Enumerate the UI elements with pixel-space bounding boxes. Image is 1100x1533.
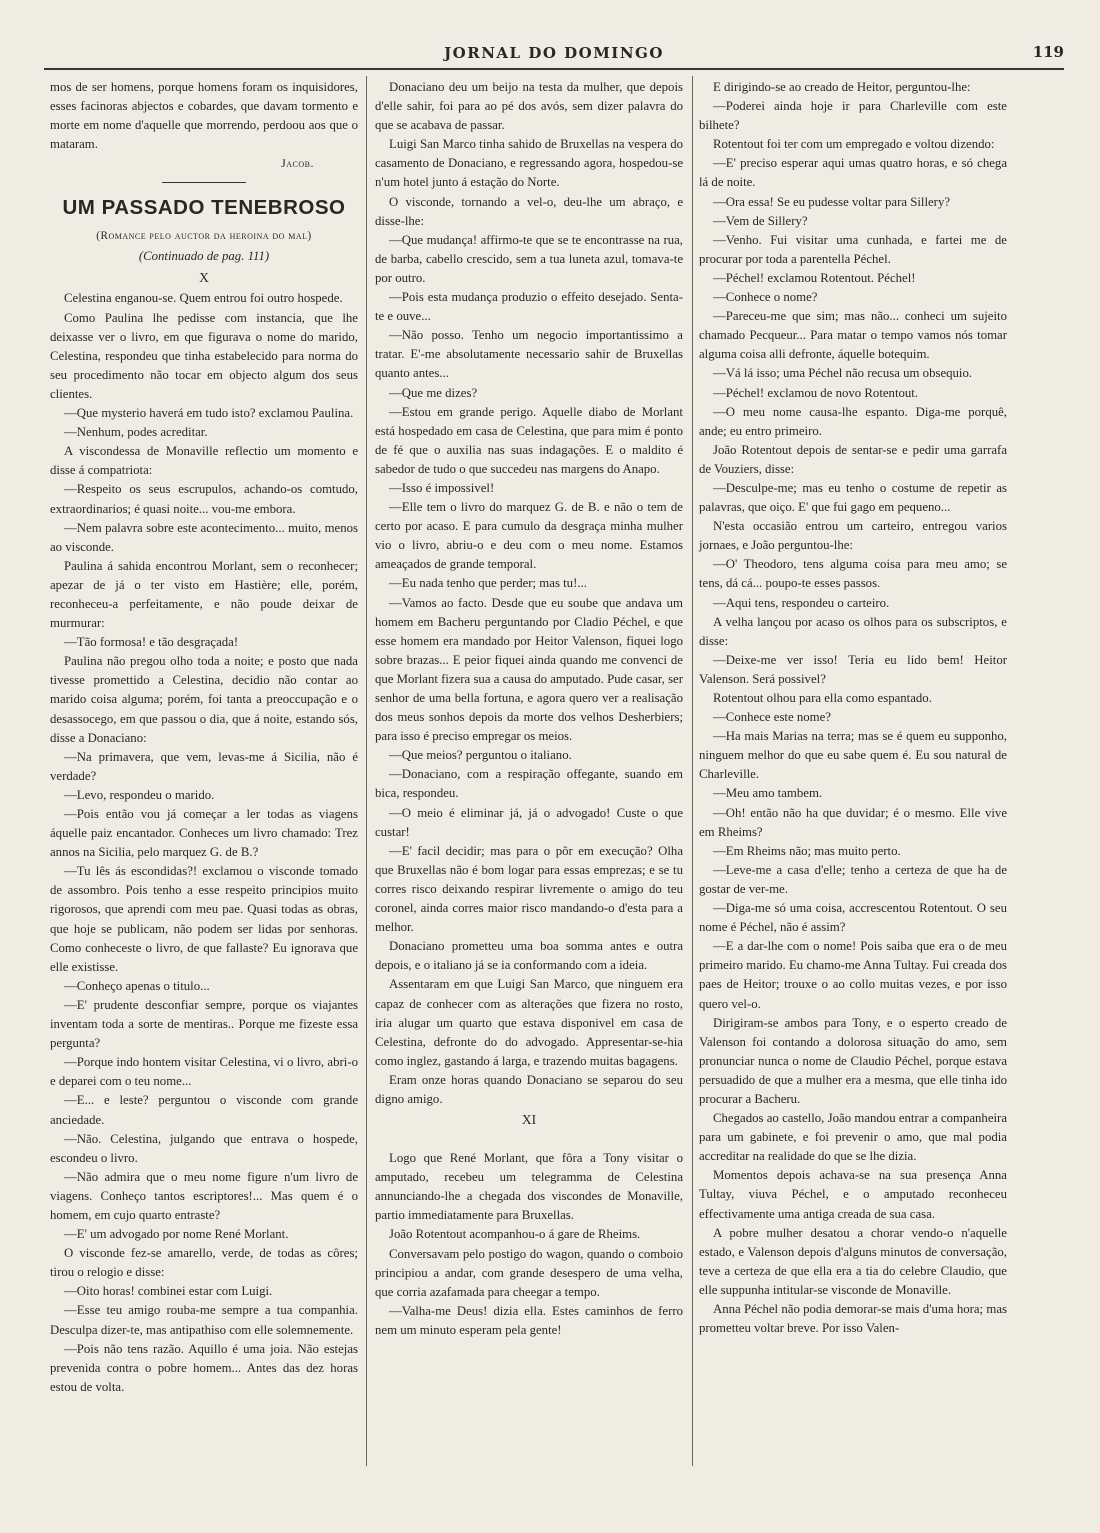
- paragraph: —E a dar-lhe com o nome! Pois saiba que era o de meu primeiro marido. Eu chamo-me Anna Tultay. Fui creada dos paes de Heitor; trouxe o ao collo muitas vezes, e por isso quero vel-o.: [699, 939, 1007, 1011]
- story-title: UM PASSADO TENEBROSO: [62, 196, 346, 220]
- paragraph: —Oito horas! combinei estar com Luigi.: [64, 1284, 273, 1299]
- paragraph: —Tu lês ás escondidas?! exclamou o visconde tomado de assombro. Pois tenho a esse respeito principios muito rigorosos, que aprendi com meu pae. Quasi todas as obras, que hoje se publicam, não podem ser lidas por senhoras. Como conheceste o livro, de que fallaste? Eu ignorava que elle existisse.: [50, 864, 358, 974]
- paragraph: —Não admira que o meu nome figure n'um livro de viagens. Conheço tantos escriptores!... Mas quem é o homem, em cujo quarto entraste?: [50, 1169, 358, 1222]
- continued-note: (Continuado de pag. 111): [138, 249, 270, 264]
- paragraph: E dirigindo-se ao creado de Heitor, perguntou-lhe:: [713, 80, 971, 94]
- paragraph: A velha lançou por acaso os olhos para os subscriptos, e disse:: [699, 614, 1007, 648]
- paragraph: —Elle tem o livro do marquez G. de B. e não o tem de certo por acaso. E para cumulo da desgraça minha mulher vio o livro, abriu-o e deu com o meu nome. Estamos ameaçados de grande temporal.: [375, 500, 683, 572]
- paragraph: A pobre mulher desatou a chorar vendo-o n'aquelle estado, e Valenson depois d'alguns minutos de conversação, teve a certeza de que ella era a tia do celebre Claudio, que elle suppunha intitular-se visconde de Monaville.: [699, 1225, 1007, 1297]
- paragraph: —Que me dizes?: [389, 385, 478, 400]
- paragraph: —O' Theodoro, tens alguma coisa para meu amo; se tens, dá cá... poupo-te esses passos.: [699, 557, 1007, 591]
- signature: Jacob.: [281, 156, 314, 171]
- paragraph: —Péchel! exclamou Rotentout. Péchel!: [713, 270, 916, 285]
- paragraph: —Oh! então não ha que duvidar; é o mesmo. Elle vive em Rheims?: [699, 805, 1007, 839]
- paragraph: —Desculpe-me; mas eu tenho o costume de repetir as palavras, que oiço. E' que fui gago em pequeno...: [699, 480, 1007, 515]
- paragraph: —Respeito os seus escrupulos, achando-os comtudo, extraordinarios; é quasi noite... vou-me embora.: [50, 482, 358, 516]
- paragraph: —Aqui tens, respondeu o carteiro.: [713, 595, 890, 610]
- masthead: [44, 38, 1064, 70]
- paragraph: —Nem palavra sobre este acontecimento... muito, menos ao visconde.: [50, 520, 358, 554]
- paragraph: —Conhece este nome?: [713, 710, 831, 725]
- paragraph: —Péchel! exclamou de novo Rotentout.: [713, 385, 919, 400]
- paragraph: Celestina enganou-se. Quem entrou foi outro hospede.: [64, 291, 343, 306]
- paragraph: —Ha mais Marias na terra; mas se é quem eu supponho, ninguem melhor do que eu sabe quem é. Eu sou natural de Charleville.: [699, 729, 1007, 782]
- chapter-heading: XI: [521, 1112, 537, 1128]
- column-rule-right: [692, 76, 693, 1466]
- newspaper-title: JORNAL DO DOMINGO: [444, 44, 664, 62]
- column-2: [375, 78, 683, 1340]
- paragraph: —Valha-me Deus! dizia ella. Estes caminhos de ferro nem um minuto esperam pela gente!: [375, 1303, 683, 1337]
- intro-paragraph: mos de ser homens, porque homens foram os inquisidores, esses facinoras abjectos e cobardes, que davam tormento e morte em nome d'aquelle que morrendo, perdoou aos que o mataram.: [50, 80, 358, 152]
- paragraph: —E... e leste? perguntou o visconde com grande anciedade.: [50, 1093, 358, 1127]
- paragraph: —E' facil decidir; mas para o pôr em execução? Olha que Bruxellas não é bom logar para essas emprezas; e se tu corres risco deixando respirar livremente o amigo do teu coronel, ainda corres maior risco mandando-o d'esta para a melhor.: [375, 843, 683, 935]
- paragraph: —Tão formosa! e tão desgraçada!: [64, 635, 239, 650]
- paragraph: Momentos depois achava-se na sua presença Anna Tultay, viuva Péchel, e o amputado reconheceu effectivamente uma antiga creada de sua casa.: [699, 1168, 1007, 1221]
- paragraph: —Estou em grande perigo. Aquelle diabo de Morlant está hospedado em casa de Celestina, que para mim é ponto de fé que o auxilia nas suas indagações. E o maldito é sabedor de tudo o que succedeu nas margens do Anapo.: [375, 404, 683, 476]
- story-subtitle: (Romance pelo auctor da heroina do mal): [96, 230, 312, 243]
- paragraph: —Pois esta mudança produzio o effeito desejado. Senta-te e ouve...: [375, 290, 683, 324]
- paragraph: —Conheço apenas o titulo...: [64, 978, 210, 993]
- paragraph: —E' um advogado por nome René Morlant.: [64, 1227, 289, 1242]
- paragraph: Donaciano prometteu uma boa somma antes e outra depois, e o italiano já se ia conformando com a ideia.: [375, 939, 683, 973]
- paragraph: Anna Péchel não podia demorar-se mais d'uma hora; mas prometteu voltar breve. Por isso Valen-: [699, 1302, 1007, 1336]
- paragraph: —Pareceu-me que sim; mas não... conheci um sujeito chamado Pecqueur... Para matar o tempo vamos nós tomar alguma coisa alli defronte, áquelle botequim.: [699, 309, 1007, 362]
- paragraph: —Donaciano, com a respiração offegante, suando em bica, respondeu.: [375, 767, 683, 801]
- paragraph: —Não posso. Tenho um negocio importantissimo a tratar. E'-me absolutamente necessario sahir de Bruxellas quanto antes...: [375, 328, 683, 381]
- separator-rule: [162, 182, 246, 183]
- paragraph: —Diga-me só uma coisa, accrescentou Rotentout. O seu nome é Péchel, não é assim?: [699, 901, 1007, 935]
- paragraph: —O meu nome causa-lhe espanto. Diga-me porquê, ande; eu entro primeiro.: [699, 404, 1007, 438]
- chapter-heading: X: [199, 270, 209, 286]
- paragraph: —Ora essa! Se eu pudesse voltar para Sillery?: [713, 194, 951, 209]
- paragraph: —Isso é impossivel!: [389, 480, 495, 495]
- paragraph: Dirigiram-se ambos para Tony, e o esperto creado de Valenson foi contando a dolorosa situação do amo, sem pronunciar nunca o nome de Claudio Péchel, porque estava persuadido de que a mulher era a mesma, que elle tinha ido procurar a Bacheru.: [699, 1015, 1007, 1106]
- paragraph: Paulina não pregou olho toda a noite; e posto que nada tivesse promettido a Celestina, decidio não contar ao marido coisa alguma; porém, foi tanta a preoccupação e o desassocego, em que passou o dia, que á noite, estando sós, disse a Donaciano:: [50, 654, 358, 745]
- paragraph: —Vem de Sillery?: [713, 213, 808, 228]
- paragraph: João Rotentout depois de sentar-se e pedir uma garrafa de Vouziers, disse:: [699, 442, 1007, 476]
- paragraph: —O meio é eliminar já, já o advogado! Custe o que custar!: [375, 805, 683, 839]
- paragraph: —Vá lá isso; uma Péchel não recusa um obsequio.: [713, 366, 973, 381]
- paragraph: Assentaram em que Luigi San Marco, que ninguem era capaz de conhecer com as alterações que fizera no rosto, iria alugar um quarto que estava disponivel em casa de Celestina, defronte do do advogado. Appresentar-se-hia como inglez, gastando á larga, e trazendo muitas bagagens.: [375, 977, 683, 1068]
- paragraph: N'esta occasião entrou um carteiro, entregou varios jornaes, e João perguntou-lhe:: [699, 519, 1007, 553]
- paragraph: —Que mudança! affirmo-te que se te encontrasse na rua, de barba, cabello crescido, sem a tua luneta azul, tomava-te por outro.: [375, 232, 683, 285]
- paragraph: Logo que René Morlant, que fôra a Tony visitar o amputado, recebeu um telegramma de Celestina annunciando-lhe a chegada dos viscondes de Monaville, partio immediatamente para Bruxellas.: [375, 1151, 683, 1223]
- column-1: [50, 78, 358, 1397]
- paragraph: —Vamos ao facto. Desde que eu soube que andava um homem em Bacheru perguntando por Cladio Péchel, e que esse homem era mandado por Heitor Valenson, fiquei logo sobre brazas... E peior fiquei ainda quando me convenci de que Morlant fizera sua a causa do amputado. Pude casar, ser senhor de uma bella fortuna, e agora quero ver a realisação dos meus sonhos depois da morte dos velhos Desherbiers; para isso é preciso empregar os meios.: [375, 595, 683, 744]
- paragraph: —Na primavera, que vem, levas-me á Sicilia, não é verdade?: [50, 749, 358, 783]
- paragraph: João Rotentout acompanhou-o á gare de Rheims.: [389, 1227, 641, 1242]
- paragraph: O visconde, tornando a vel-o, deu-lhe um abraço, e disse-lhe:: [375, 194, 683, 228]
- paragraph: —Pois não tens razão. Aquillo é uma joia. Não estejas prevenida contra o pobre homem... Antes das dez horas estou de volta.: [50, 1341, 358, 1394]
- column-1-body: [50, 289, 358, 1396]
- paragraph: —Venho. Fui visitar uma cunhada, e fartei me de procurar por toda a parentella Péchel.: [699, 232, 1007, 266]
- paragraph: —Nenhum, podes acreditar.: [64, 425, 208, 440]
- paragraph: —Não. Celestina, julgando que entrava o hospede, escondeu o livro.: [50, 1131, 358, 1165]
- paragraph: —Porque indo hontem visitar Celestina, vi o livro, abri-o e deparei com o teu nome...: [50, 1055, 358, 1089]
- paragraph: —Leve-me a casa d'elle; tenho a certeza de que ha de gostar de ver-me.: [699, 862, 1007, 896]
- paragraph: —Poderei ainda hoje ir para Charleville com este bilhete?: [699, 99, 1007, 133]
- paragraph: Eram onze horas quando Donaciano se separou do seu digno amigo.: [375, 1072, 683, 1106]
- paragraph: —Levo, respondeu o marido.: [64, 787, 215, 802]
- paragraph: —Que mysterio haverá em tudo isto? exclamou Paulina.: [64, 406, 354, 421]
- paragraph: Luigi San Marco tinha sahido de Bruxellas na vespera do casamento de Donaciano, e regressando agora, hospedou-se n'um hotel junto á estação do Norte.: [375, 137, 683, 190]
- paragraph: Chegados ao castello, João mandou entrar a companheira para um gabinete, e foi prevenir o amo, que mal podia accreditar na realidade do que se lhe dizia.: [699, 1111, 1007, 1164]
- paragraph: Rotentout foi ter com um empregado e voltou dizendo:: [713, 137, 995, 152]
- paragraph: Paulina á sahida encontrou Morlant, sem o reconhecer; apezar de já o ter visto em Hastière; elle, porém, reconheceu-a perfeitamente, e não poude deixar de murmurar:: [50, 558, 358, 631]
- paragraph: —E' preciso esperar aqui umas quatro horas, e só chega lá de noite.: [699, 156, 1007, 190]
- paragraph: O visconde fez-se amarello, verde, de todas as côres; tirou o relogio e disse:: [50, 1246, 358, 1280]
- column-rule-left: [366, 76, 367, 1466]
- paragraph: —Deixe-me ver isso! Teria eu lido bem! Heitor Valenson. Será possivel?: [699, 652, 1007, 686]
- paragraph: —Eu nada tenho que perder; mas tu!...: [389, 576, 587, 591]
- paragraph: —Pois então vou já começar a ler todas as viagens áquelle paiz encantador. Conheces um livro chamado: Trez annos na Sicilia, pelo marquez G. de B.?: [50, 807, 358, 860]
- paragraph: Conversavam pelo postigo do wagon, quando o comboio principiou a andar, com grande desespero de uma velha, que corria azafamada para cheegar a tempo.: [375, 1246, 683, 1299]
- paragraph: A viscondessa de Monaville reflectio um momento e disse á compatriota:: [50, 444, 358, 478]
- paragraph: —Meu amo tambem.: [713, 786, 823, 801]
- paragraph: —Que meios? perguntou o italiano.: [389, 748, 572, 763]
- column-3: [699, 78, 1007, 1338]
- paragraph: Donaciano deu um beijo na testa da mulher, que depois d'elle sahir, foi para ao pé dos avós, sem dizer palavra do que se acabava de passar.: [375, 80, 683, 133]
- paragraph: —Em Rheims não; mas muito perto.: [713, 843, 901, 858]
- paragraph: Como Paulina lhe pedisse com instancia, que lhe deixasse ver o livro, em que figurava o nome do marido, Celestina, respondeu que tinha estabelecido para norma do seu procedimento não tocar em objecto algum dos seus clientes.: [50, 310, 358, 401]
- paragraph: —E' prudente desconfiar sempre, porque os viajantes inventam toda a sorte de mentiras.. Porque me fizeste essa pergunta?: [50, 997, 358, 1051]
- page-number: 119: [1032, 43, 1064, 61]
- paragraph: —Esse teu amigo rouba-me sempre a tua companhia. Desculpa dizer-te, mas antipathiso com elle solemnemente.: [50, 1303, 358, 1337]
- paragraph: —Conhece o nome?: [713, 290, 818, 305]
- paragraph: Rotentout olhou para ella como espantado.: [713, 691, 932, 705]
